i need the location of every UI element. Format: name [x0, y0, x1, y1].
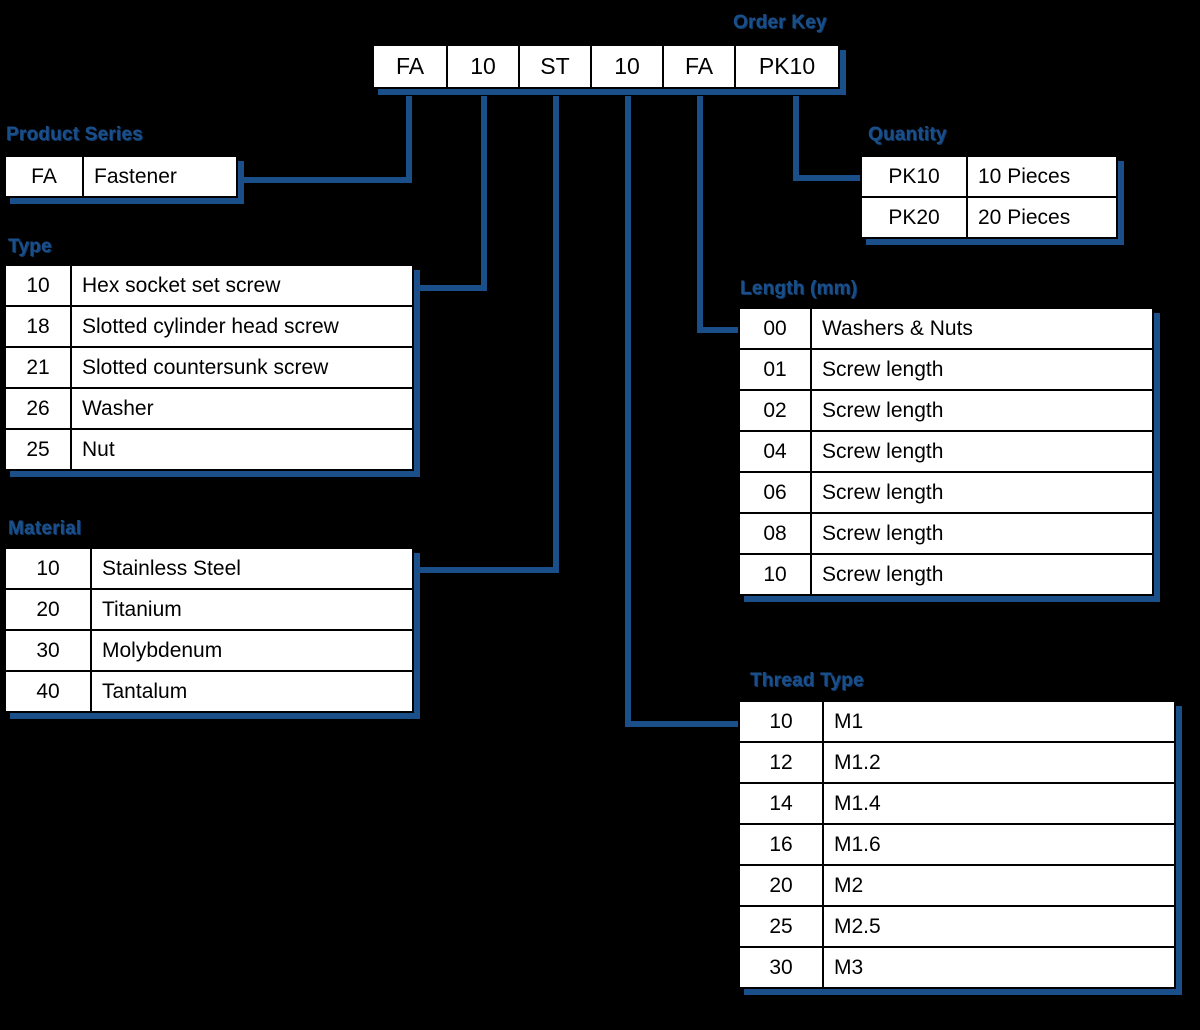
- order-key-table: [372, 44, 840, 89]
- table-row: [739, 906, 1175, 947]
- caption-thread-type: Thread Type: [750, 670, 864, 691]
- material-desc: Stainless Steel: [91, 548, 413, 589]
- table-row: [739, 701, 1175, 742]
- table-row: [739, 824, 1175, 865]
- thread-type-code: 12: [739, 742, 823, 783]
- order-key-segment-quantity[interactable]: PK10: [735, 45, 839, 88]
- caption-type: Type: [8, 236, 52, 257]
- thread-type-desc: M2: [823, 865, 1175, 906]
- type-code: 26: [5, 388, 71, 429]
- order-key-segment-length[interactable]: FA: [663, 45, 735, 88]
- thread-type-code: 30: [739, 947, 823, 988]
- type-desc: Washer: [71, 388, 413, 429]
- length-desc: Washers & Nuts: [811, 308, 1153, 349]
- length-code: 01: [739, 349, 811, 390]
- table-row: [739, 865, 1175, 906]
- order-key-segment-thread-type[interactable]: 10: [591, 45, 663, 88]
- type-desc: Slotted countersunk screw: [71, 347, 413, 388]
- thread-type-code: 14: [739, 783, 823, 824]
- length-code: 10: [739, 554, 811, 595]
- caption-order-key: Order Key: [733, 12, 827, 33]
- material-code: 10: [5, 548, 91, 589]
- length-code: 00: [739, 308, 811, 349]
- material-desc: Molybdenum: [91, 630, 413, 671]
- connector-material: [404, 96, 556, 570]
- thread-type-desc: M3: [823, 947, 1175, 988]
- material-table: [4, 547, 414, 713]
- product-series-desc: Fastener: [83, 156, 237, 197]
- type-code: 25: [5, 429, 71, 470]
- thread-type-desc: M1.2: [823, 742, 1175, 783]
- quantity-desc: 20 Pieces: [967, 197, 1117, 238]
- table-row: [739, 742, 1175, 783]
- table-row: [5, 589, 413, 630]
- table-row: [373, 45, 839, 88]
- material-desc: Titanium: [91, 589, 413, 630]
- thread-type-desc: M2.5: [823, 906, 1175, 947]
- type-code: 21: [5, 347, 71, 388]
- thread-type-table: [738, 700, 1176, 989]
- length-desc: Screw length: [811, 513, 1153, 554]
- thread-type-code: 20: [739, 865, 823, 906]
- length-code: 06: [739, 472, 811, 513]
- table-row: [5, 548, 413, 589]
- table-row: [5, 306, 413, 347]
- type-desc: Hex socket set screw: [71, 265, 413, 306]
- thread-type-code: 25: [739, 906, 823, 947]
- length-desc: Screw length: [811, 431, 1153, 472]
- type-code: 10: [5, 265, 71, 306]
- thread-type-code: 10: [739, 701, 823, 742]
- table-row: [5, 265, 413, 306]
- length-desc: Screw length: [811, 349, 1153, 390]
- material-code: 40: [5, 671, 91, 712]
- quantity-desc: 10 Pieces: [967, 156, 1117, 197]
- thread-type-code: 16: [739, 824, 823, 865]
- thread-type-desc: M1.4: [823, 783, 1175, 824]
- connector-length: [700, 96, 738, 330]
- length-code: 04: [739, 431, 811, 472]
- length-table: [738, 307, 1154, 596]
- type-table: [4, 264, 414, 471]
- table-row: [5, 388, 413, 429]
- caption-material: Material: [8, 518, 82, 539]
- table-row: [861, 197, 1117, 238]
- type-desc: Slotted cylinder head screw: [71, 306, 413, 347]
- connector-type: [404, 96, 484, 288]
- table-row: [5, 671, 413, 712]
- material-code: 20: [5, 589, 91, 630]
- length-desc: Screw length: [811, 390, 1153, 431]
- connector-thread: [628, 96, 738, 724]
- table-row: [739, 554, 1153, 595]
- quantity-table: [860, 155, 1118, 239]
- table-row: [5, 156, 237, 197]
- caption-product-series: Product Series: [6, 124, 143, 145]
- table-row: [739, 431, 1153, 472]
- table-row: [739, 513, 1153, 554]
- order-key-segment-material[interactable]: ST: [519, 45, 591, 88]
- table-row: [739, 947, 1175, 988]
- length-desc: Screw length: [811, 554, 1153, 595]
- table-row: [5, 347, 413, 388]
- order-key-segment-type[interactable]: 10: [447, 45, 519, 88]
- thread-type-desc: M1.6: [823, 824, 1175, 865]
- product-series-code: FA: [5, 156, 83, 197]
- thread-type-desc: M1: [823, 701, 1175, 742]
- table-row: [739, 349, 1153, 390]
- product-series-table: [4, 155, 238, 198]
- caption-length: Length (mm): [740, 278, 858, 299]
- quantity-code: PK10: [861, 156, 967, 197]
- table-row: [739, 308, 1153, 349]
- table-row: [739, 783, 1175, 824]
- quantity-code: PK20: [861, 197, 967, 238]
- material-code: 30: [5, 630, 91, 671]
- order-key-segment-product-series[interactable]: FA: [373, 45, 447, 88]
- connector-quantity: [796, 96, 860, 178]
- type-desc: Nut: [71, 429, 413, 470]
- length-code: 02: [739, 390, 811, 431]
- table-row: [739, 390, 1153, 431]
- type-code: 18: [5, 306, 71, 347]
- table-row: [5, 630, 413, 671]
- length-code: 08: [739, 513, 811, 554]
- table-row: [861, 156, 1117, 197]
- table-row: [739, 472, 1153, 513]
- table-row: [5, 429, 413, 470]
- length-desc: Screw length: [811, 472, 1153, 513]
- material-desc: Tantalum: [91, 671, 413, 712]
- caption-quantity: Quantity: [868, 124, 947, 145]
